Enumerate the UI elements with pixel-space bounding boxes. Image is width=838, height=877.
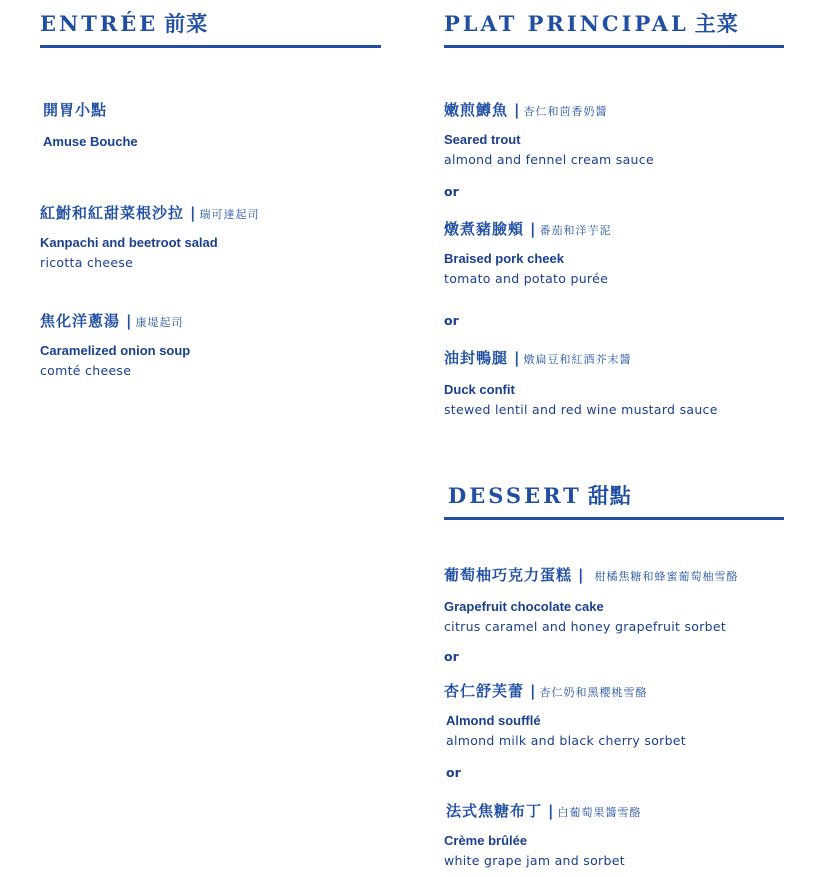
separator: |: [514, 101, 521, 119]
separator: |: [578, 566, 585, 584]
item-en-name: Braised pork cheek: [444, 251, 564, 266]
item-zh-name: 嫩煎鱒魚: [444, 101, 509, 119]
item-zh-desc: 燉扁豆和紅酒芥末醬: [523, 353, 632, 366]
item-zh-name: 開胃小點: [43, 101, 108, 119]
item-en-name: Seared trout: [444, 132, 521, 147]
item-zh-name: 紅鮒和紅甜菜根沙拉: [40, 204, 185, 222]
item-zh-name: 葡萄柚巧克力蛋糕: [444, 566, 573, 584]
item-zh-name: 焦化洋蔥湯: [40, 312, 121, 330]
separator: |: [530, 220, 537, 238]
or-label: or: [444, 313, 459, 328]
entree-title: [40, 8, 381, 48]
item-zh-desc: 杏仁奶和黑櫻桃雪酪: [539, 686, 648, 699]
item-en-name: Kanpachi and beetroot salad: [40, 235, 218, 250]
or-label: or: [444, 184, 459, 199]
dessert-title-zh: 甜點: [587, 484, 632, 508]
item-en-name: Almond soufflé: [446, 713, 541, 728]
menu-item-grapefruit-cake: [444, 564, 739, 634]
item-en-name: Grapefruit chocolate cake: [444, 599, 604, 614]
item-zh-name: 杏仁舒芙蕾: [444, 682, 525, 700]
separator: |: [514, 349, 521, 367]
menu-item-amuse-bouche: [43, 99, 138, 149]
separator: |: [190, 204, 197, 222]
item-en-desc: almond milk and black cherry sorbet: [446, 733, 687, 748]
separator: |: [548, 802, 555, 820]
menu-item-duck-confit: [444, 347, 718, 417]
entree-title-en: ENTRÉE: [40, 11, 159, 36]
item-en-desc: almond and fennel cream sauce: [444, 152, 654, 167]
item-zh-desc: 柑橘焦糖和蜂蜜葡萄柚雪酪: [594, 570, 739, 583]
item-en-desc: tomato and potato purée: [444, 271, 609, 286]
menu-item-almond-souffle: [444, 680, 686, 748]
item-zh-desc: 番茄和洋芋泥: [539, 224, 612, 237]
item-en-name: Crème brûlée: [444, 833, 528, 848]
item-zh-desc: 杏仁和茴香奶醬: [523, 105, 608, 118]
item-en-desc: comté cheese: [40, 363, 132, 378]
item-en-desc: citrus caramel and honey grapefruit sorbet: [444, 619, 727, 634]
item-en-name: Duck confit: [444, 382, 515, 397]
menu-item-onion-soup: [40, 310, 190, 378]
menu-item-seared-trout: [444, 99, 654, 167]
item-zh-name: 法式焦糖布丁: [446, 802, 543, 820]
item-en-desc: stewed lentil and red wine mustard sauce: [444, 402, 718, 417]
item-en-desc: ricotta cheese: [40, 255, 134, 270]
dessert-title-en: DESSERT: [448, 483, 582, 508]
item-en-desc: white grape jam and sorbet: [444, 853, 625, 868]
or-label: or: [444, 649, 459, 664]
plat-title-en: PLAT PRINCIPAL: [444, 11, 689, 36]
separator: |: [530, 682, 537, 700]
separator: |: [126, 312, 133, 330]
item-zh-name: 燉煮豬臉頰: [444, 220, 525, 238]
item-zh-name: 油封鴨腿: [444, 349, 509, 367]
plat-title: [444, 8, 784, 48]
menu-item-kanpachi-salad: [40, 202, 260, 270]
dessert-title: [444, 480, 784, 520]
entree-title-zh: 前菜: [164, 12, 209, 36]
item-zh-desc: 瑞可達起司: [199, 208, 260, 221]
menu-item-creme-brulee: [446, 800, 642, 868]
item-en-name: Amuse Bouche: [43, 134, 138, 149]
menu-item-pork-cheek: [444, 218, 612, 286]
item-zh-desc: 白葡萄果醬雪酪: [557, 806, 642, 819]
or-label: or: [446, 765, 461, 780]
item-zh-desc: 康堤起司: [135, 316, 184, 329]
item-en-name: Caramelized onion soup: [40, 343, 191, 358]
plat-title-zh: 主菜: [694, 12, 739, 36]
